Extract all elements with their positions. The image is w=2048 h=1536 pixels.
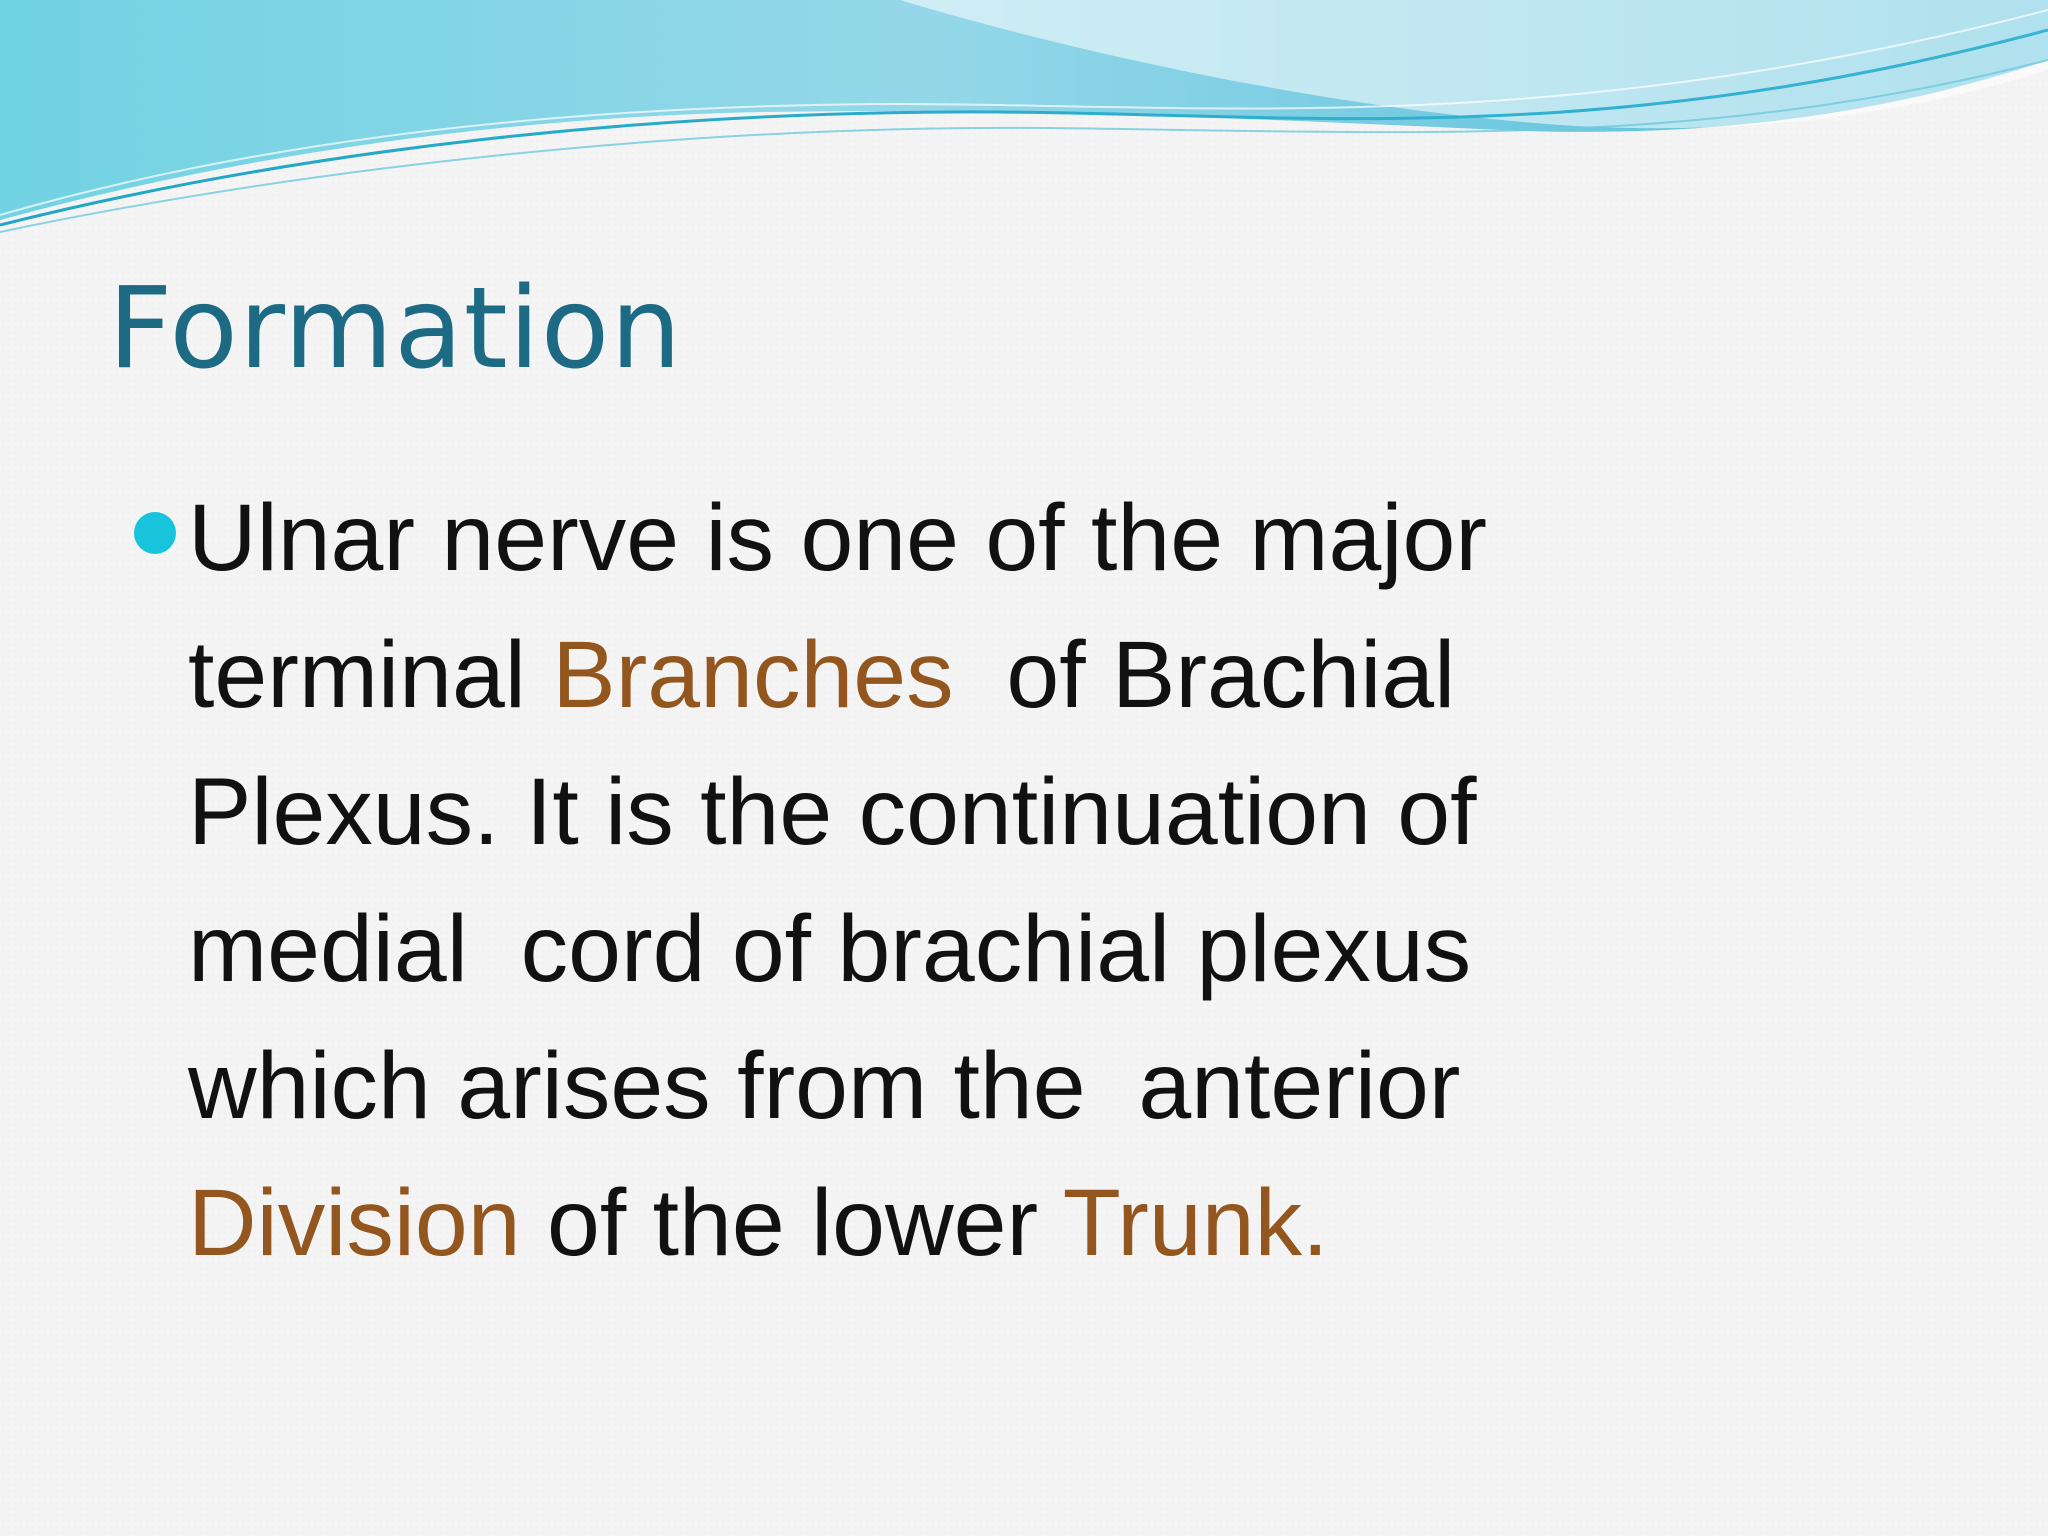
text-run: of the lower bbox=[520, 1170, 1063, 1276]
text-run: medial cord of brachial plexus bbox=[188, 896, 1472, 1002]
bullet-line-5 bbox=[188, 1018, 1974, 1155]
bullet-line-6 bbox=[188, 1155, 1974, 1292]
text-run: Plexus. It is the continuation of bbox=[188, 759, 1477, 865]
slide-title: Formation bbox=[108, 264, 683, 394]
highlight-trunk: Trunk. bbox=[1062, 1170, 1329, 1276]
text-run: Ulnar nerve is one of the major bbox=[188, 485, 1487, 591]
bullet-item bbox=[134, 470, 1974, 1292]
decorative-wave-header bbox=[0, 0, 2048, 240]
text-run: which arises from the anterior bbox=[188, 1033, 1461, 1139]
bullet-line-3 bbox=[188, 744, 1974, 881]
bullet-dot-icon bbox=[134, 512, 176, 554]
highlight-division: Division bbox=[188, 1170, 521, 1276]
text-run: of Brachial bbox=[953, 622, 1456, 728]
highlight-branches: Branches bbox=[552, 622, 954, 728]
bullet-line-2 bbox=[188, 607, 1974, 744]
text-run: terminal bbox=[188, 622, 553, 728]
bullet-line-1 bbox=[188, 470, 1974, 607]
bullet-list bbox=[134, 470, 1974, 1292]
bullet-line-4 bbox=[188, 881, 1974, 1018]
